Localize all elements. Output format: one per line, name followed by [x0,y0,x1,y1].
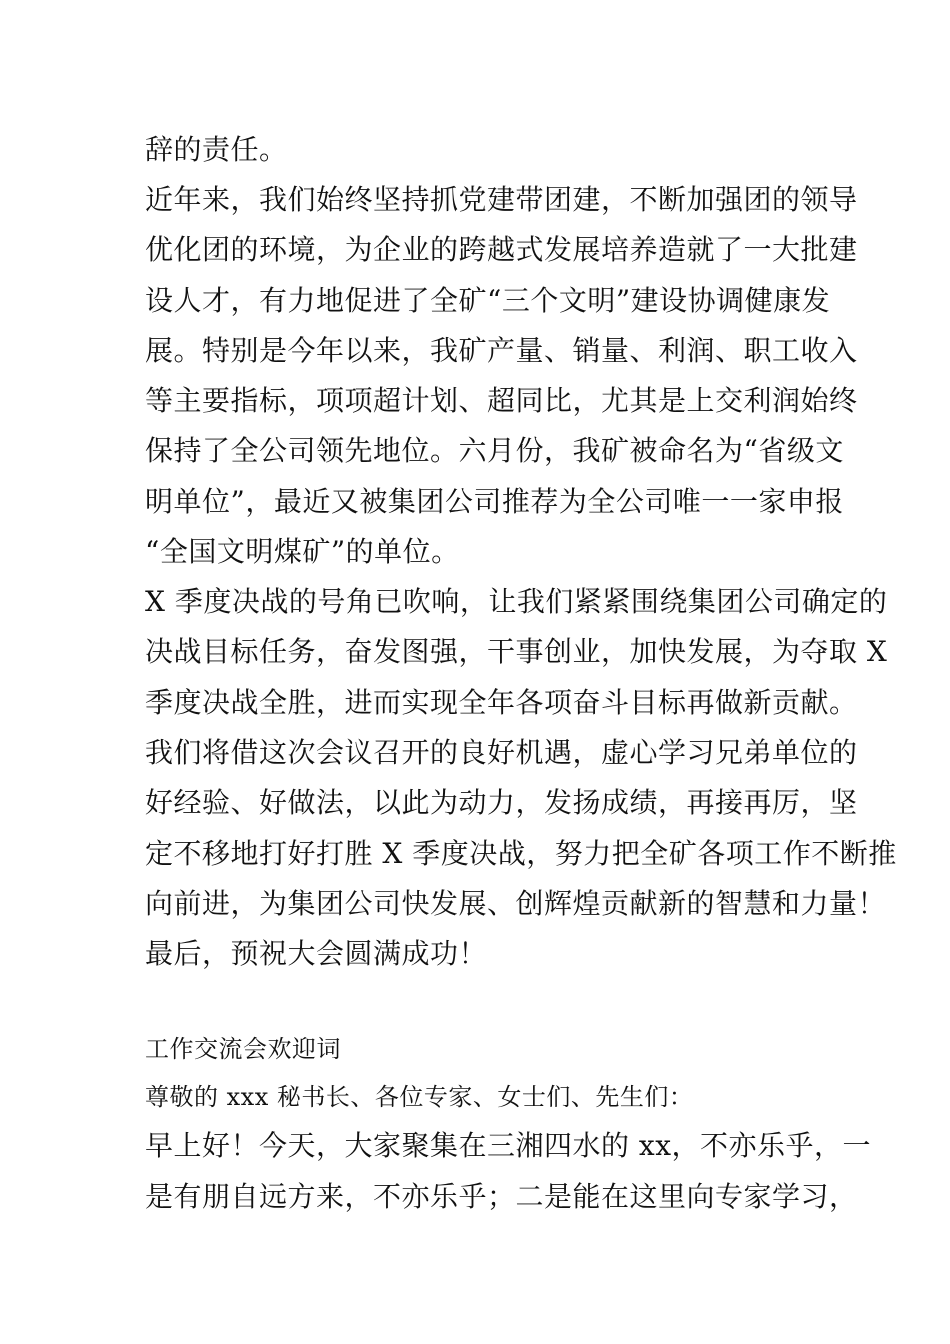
paragraph-line-13: 我们将借这次会议召开的良好机遇，虚心学习兄弟单位的 [145,736,858,769]
paragraph-line-9: “全国文明煤矿”的单位。 [145,535,460,568]
paragraph-line-1: 辞的责任。 [145,133,288,166]
paragraph-line-17: 最后，预祝大会圆满成功！ [145,937,488,970]
section-title: 工作交流会欢迎词 [145,1035,341,1063]
paragraph-line-10: X 季度决战的号角已吹响，让我们紧紧围绕集团公司确定的 [145,585,888,618]
paragraph-line-21: 是有朋自远方来，不亦乐乎；二是能在这里向专家学习， [145,1180,858,1213]
paragraph-line-6: 等主要指标，项项超计划、超同比，尤其是上交利润始终 [145,384,858,417]
salutation-line: 尊敬的 xxx 秘书长、各位专家、女士们、先生们： [145,1083,694,1111]
paragraph-line-8: 明单位”，最近又被集团公司推荐为全公司唯一一家申报 [145,485,844,518]
paragraph-line-12: 季度决战全胜，进而实现全年各项奋斗目标再做新贡献。 [145,686,858,719]
paragraph-line-2: 近年来，我们始终坚持抓党建带团建，不断加强团的领导 [145,183,858,216]
paragraph-line-20: 早上好！今天，大家聚集在三湘四水的 xx，不亦乐乎，一 [145,1129,871,1162]
paragraph-line-14: 好经验、好做法，以此为动力，发扬成绩，再接再厉，坚 [145,786,858,819]
paragraph-line-7: 保持了全公司领先地位。六月份，我矿被命名为“省级文 [145,434,844,467]
paragraph-line-4: 设人才，有力地促进了全矿“三个文明”建设协调健康发 [145,284,831,317]
paragraph-line-15: 定不移地打好打胜 X 季度决战，努力把全矿各项工作不断推 [145,837,897,870]
paragraph-line-3: 优化团的环境，为企业的跨越式发展培养造就了一大批建 [145,233,858,266]
paragraph-line-11: 决战目标任务，奋发图强，干事创业，加快发展，为夺取 X [145,635,888,668]
paragraph-line-16: 向前进，为集团公司快发展、创辉煌贡献新的智慧和力量！ [145,887,887,920]
paragraph-line-5: 展。特别是今年以来，我矿产量、销量、利润、职工收入 [145,334,858,367]
